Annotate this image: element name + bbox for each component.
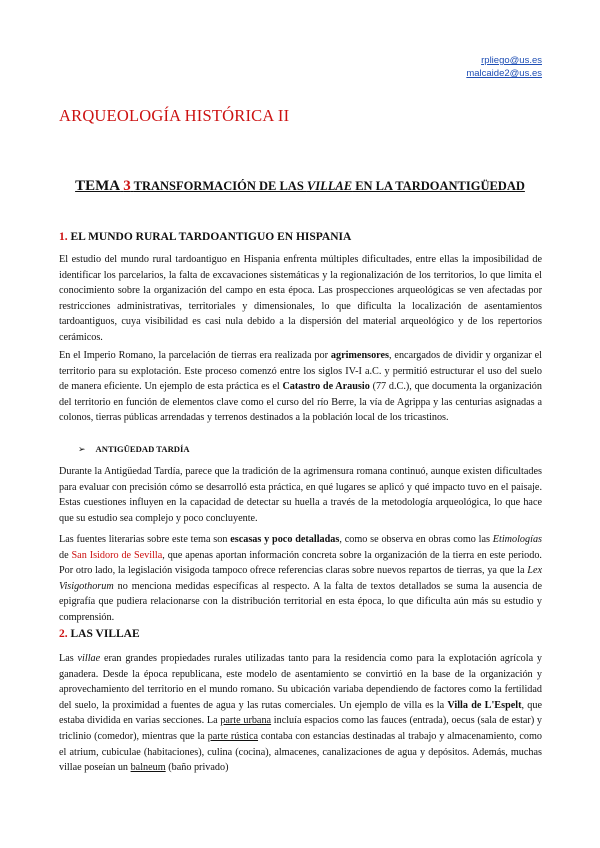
section-1-paragraph-1: El estudio del mundo rural tardoantiguo en Hispania enfrenta múltiples dificultades, entre ellas la imposibilidad de identificar los parcelarios, la falta de excavaciones sistemáticas y la regionalización de los territorios, lo que limita el conocimiento sobre la organización del campo en esta época. Las prospecciones arqueológicas se ven afectadas por restricciones administrativas, territoriales y dimensionales, lo que dificulta la localización de asentamientos tardoantiguos, cuya visibilidad es casi nula debido a la dispersión del material arqueológico y de los repertorios cerámicos.	[59, 254, 542, 343]
term-balneum: balneum	[130, 762, 166, 774]
email-link-malcaide[interactable]: malcaide2@us.es	[466, 68, 542, 79]
term-parte-urbana: parte urbana	[220, 715, 272, 727]
section-1-title: EL MUNDO RURAL TARDOANTIGUO EN HISPANIA	[67, 231, 352, 243]
section-1-paragraph-3: Durante la Antigüedad Tardía, parece que la tradición de la agrimensura romana continuó, aunque existen dificultades para evaluar con precisión cómo se desarrolló esta práctica, en qué lugares se aplicó y qué impacto tuvo en el paisaje. Estas cuestiones influyen en la capacidad de detectar su huella a través de la metodología arqueológica, lo que hace que su estudio sea complejo y poco concluyente.	[59, 466, 542, 524]
text-run: (77 d.C.), que documenta la organización del territorio en función de elementos clave como el curso del río Berre, la vía de Agrippa y las centurias asignadas a colonos, tierras públicas arrendadas y terrenos destinados a la población local de los tricastinos.	[59, 381, 542, 424]
document-title: ARQUEOLOGÍA HISTÓRICA II	[59, 106, 290, 125]
text-run: Las fuentes literarias sobre este tema son	[59, 534, 231, 545]
term-villae: villae	[77, 653, 101, 664]
term-agrimensores: agrimensores	[330, 350, 389, 361]
tema-number: 3	[123, 178, 131, 194]
term-san-isidoro: San Isidoro de Sevilla	[71, 549, 163, 561]
section-2-number: 2.	[59, 628, 68, 640]
section-1-paragraph-2	[59, 348, 542, 426]
text-run: , que estaba dividida en varias secciones. La	[59, 699, 542, 727]
text-run: no menciona medidas específicas al respecto. A la falta de textos detallados se suma la ausencia de epigrafía que pudiera relacionarse con la distribución territorial en esta época, lo que dificulta aún más su estudio y comprensión.	[59, 580, 542, 623]
section-2-title: LAS VILLAE	[67, 628, 140, 640]
text-run: (baño privado)	[165, 762, 229, 774]
section-1-heading	[59, 231, 351, 243]
section-1-number: 1.	[59, 231, 68, 243]
text-run: , encargados de dividir y organizar el territorio para su explotación. Este proceso comenzó entre los siglos IV-I a.C. y permitió estructurar el uso del suelo de manera eficiente. Un ejemplo de esta práctica es el	[59, 350, 543, 393]
tema-title-villae: VILLAE	[306, 179, 353, 193]
email-link-rpliego[interactable]: rpliego@us.es	[481, 55, 542, 66]
term-catastro-arausio: Catastro de Arausio	[282, 381, 370, 393]
term-escasas: escasas y poco detalladas	[230, 534, 340, 545]
text-run: , que apenas aportan información concreta sobre la organización de la tierra en este periodo. Por otro lado, la legislación visigoda tampoco ofrece referencias claras sobre nuevos repartos de tierras, ya que la	[59, 549, 542, 577]
subsection-title: ANTIGÜEDAD TARDÍA	[95, 444, 190, 454]
tema-title-b: EN LA TARDOANTIGÜEDAD	[352, 179, 525, 193]
text-run: En el Imperio Romano, la parcelación de tierras era realizada por	[59, 350, 331, 361]
tema-heading	[0, 178, 600, 195]
text-run: eran grandes propiedades rurales utilizadas tanto para la residencia como para la explotación agrícola y ganadera. Desde la época republicana, este modelo de asentamiento se convirtió en la base de la organización y aprovechamiento del territorio en el mundo romano. Su ubicación variaba dependiendo de factores como la fertilidad del suelo, la proximidad a fuentes de agua y las rutas comerciales. Un ejemplo de villa es la	[59, 653, 542, 711]
term-parte-rustica: parte rústica	[207, 730, 259, 742]
text-run: contaba con estancias destinadas al trabajo y almacenamiento, como el atrium, cubiculae (habitaciones), culina (cocina), almacenes, canalizaciones de agua y depósitos. Además, muchas villae poseían un	[59, 730, 542, 774]
arrow-bullet-icon: ➢	[78, 445, 86, 455]
text-run: , como se observa en obras como las	[339, 534, 493, 545]
subsection-heading	[78, 444, 190, 455]
tema-title-a: TRANSFORMACIÓN DE LAS	[133, 179, 307, 193]
term-etimologias: Etimologías	[492, 534, 543, 545]
section-2-heading	[59, 628, 140, 640]
text-run: de	[59, 549, 72, 561]
section-2-paragraph-1	[59, 651, 542, 776]
text-run: Las	[59, 653, 78, 664]
term-lex-visigothorum: Lex Visigothorum	[59, 565, 542, 592]
tema-label: TEMA	[75, 178, 121, 194]
term-villa-espelt: Villa de L'Espelt	[447, 699, 522, 711]
text-run: incluía espacios como las fauces (entrada), oecus (sala de estar) y triclinio (comedor), mientras que la	[59, 715, 543, 742]
contact-emails	[466, 54, 542, 80]
section-1-paragraph-4	[59, 532, 542, 626]
